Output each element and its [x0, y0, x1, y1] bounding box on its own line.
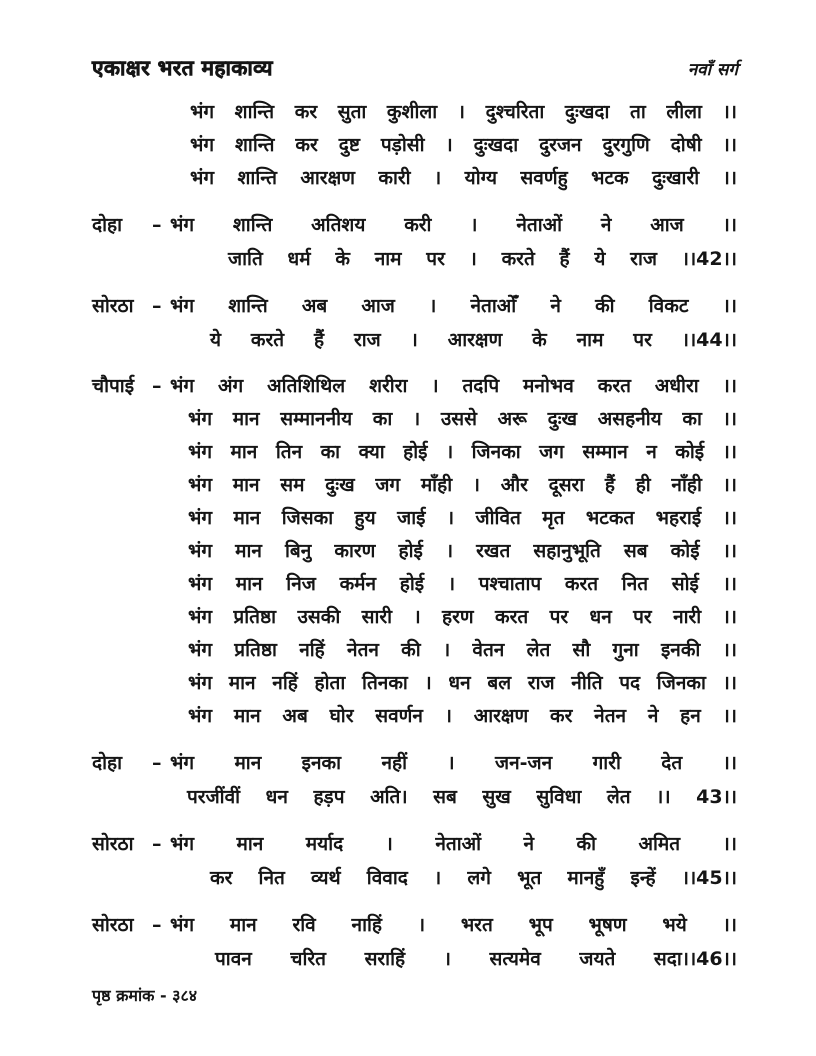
verse-line: भंग मान निज कर्मन होई । पश्चाताप करत नित सोई ।।	[188, 573, 737, 595]
verse-line: भंग मान मर्याद । नेताओं ने की अमित ।।	[170, 833, 737, 855]
stanza-dash: –	[152, 375, 162, 397]
verse-line: भंग शान्ति अब आज । नेताओँ ने की विकट ।।	[170, 295, 737, 317]
verse-line: ये करते हैं राज । आरक्षण के नाम पर ।।44।।	[210, 329, 737, 351]
stanza-chaupai-continuation	[92, 96, 737, 195]
stanza-doha-42	[92, 208, 737, 276]
verse-line: कर नित व्यर्थ विवाद । लगे भूत मानहुँ इन्हें ।।45।।	[210, 867, 737, 889]
verse-line: भंग मान बिनु कारण होई । रखत सहानुभूति सब कोई ।।	[188, 540, 737, 562]
stanza-soratha-45	[92, 827, 737, 895]
stanza-label: सोरठा	[92, 295, 134, 317]
verse-line: भंग शान्ति कर दुष्ट पड़ोसी । दुःखदा दुरजन दुरगुणि दोषी ।।	[190, 134, 737, 156]
verse-line: भंग मान रवि नाहिं । भरत भूप भूषण भये ।।	[170, 914, 737, 936]
page-number-label: पृष्ठ क्रमांक - ३८४	[92, 986, 198, 1005]
verse-line: जाति धर्म के नाम पर । करते हैं ये राज ।।42।।	[228, 248, 737, 270]
stanza-doha-43	[92, 746, 737, 814]
stanza-soratha-46	[92, 908, 737, 976]
verse-line: भंग शान्ति कर सुता कुशीला । दुश्चरिता दुःखदा ता लीला ।।	[190, 101, 737, 123]
page-header	[92, 54, 738, 82]
stanza-label: दोहा	[92, 752, 123, 774]
stanza-label: चौपाई	[92, 375, 135, 397]
stanza-label: दोहा	[92, 214, 123, 236]
stanza-dash: –	[152, 914, 162, 936]
verse-line: भंग मान इनका नहीं । जन-जन गारी देत ।।	[170, 752, 737, 774]
verse-line: भंग अंग अतिशिथिल शरीरा । तदपि मनोभव करत अधीरा ।।	[170, 375, 737, 397]
stanza-label: सोरठा	[92, 914, 134, 936]
verse-line: भंग शान्ति आरक्षण कारी । योग्य सवर्णहु भटक दुःखारी ।।	[190, 167, 737, 189]
verse-line: भंग मान तिन का क्या होई । जिनका जग सम्मान न कोई ।।	[188, 441, 737, 463]
stanza-chaupai	[92, 370, 737, 733]
stanza-dash: –	[152, 833, 162, 855]
verse-line: भंग मान सम्माननीय का । उससे अरू दुःख असहनीय का ।।	[188, 408, 737, 430]
chapter-title: नवाँ सर्ग	[687, 60, 738, 80]
verse-line: भंग प्रतिष्ठा नहिं नेतन की । वेतन लेत सौ गुना इनकी ।।	[188, 639, 737, 661]
page-footer	[92, 984, 197, 1006]
stanza-soratha-44	[92, 289, 737, 357]
verse-line: भंग मान सम दुःख जग माँही । और दूसरा हैं ही नाँही ।।	[188, 474, 737, 496]
stanza-dash: –	[152, 295, 162, 317]
stanza-label: सोरठा	[92, 833, 134, 855]
verse-line: भंग शान्ति अतिशय करी । नेताओं ने आज ।।	[170, 214, 737, 236]
verse-line: परजींवीं धन हड़प अति। सब सुख सुविधा लेत ।। 43।।	[187, 786, 737, 808]
verse-content	[92, 96, 737, 989]
verse-line: भंग मान जिसका हुय जाई । जीवित मृत भटकत भहराई ।।	[188, 507, 737, 529]
verse-line: भंग प्रतिष्ठा उसकी सारी । हरण करत पर धन पर नारी ।।	[188, 606, 737, 628]
verse-line: भंग मान अब घोर सवर्णन । आरक्षण कर नेतन ने हन ।।	[188, 705, 737, 727]
stanza-dash: –	[152, 752, 162, 774]
verse-line: भंग मान नहिं होता तिनका । धन बल राज नीति पद जिनका ।।	[188, 672, 737, 694]
verse-line: पावन चरित सराहिं । सत्यमेव जयते सदा।।46।।	[215, 948, 737, 970]
stanza-dash: –	[152, 214, 162, 236]
book-title: एकाक्षर भरत महाकाव्य	[92, 56, 273, 80]
